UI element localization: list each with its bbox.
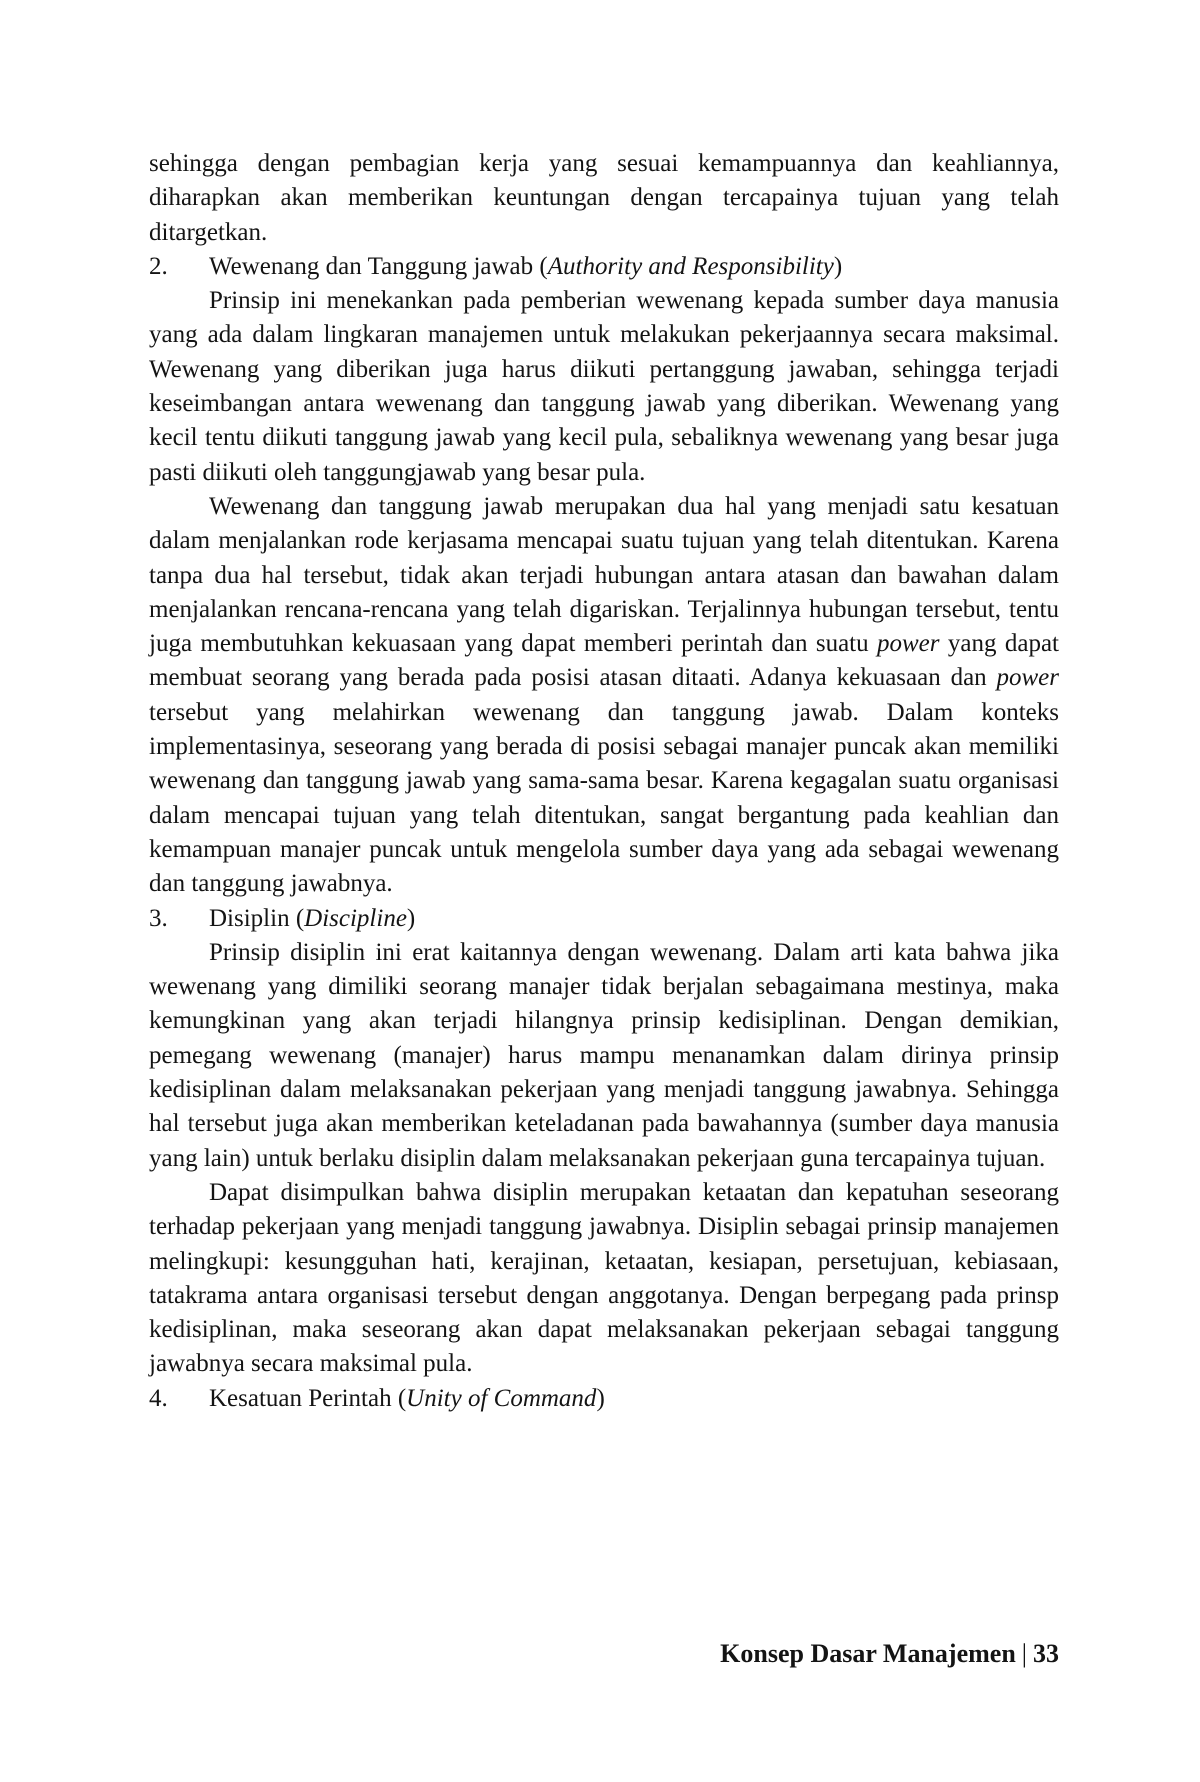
footer-book-title: Konsep Dasar Manajemen [720,1639,1016,1668]
paragraph-continuation: sehingga dengan pembagian kerja yang sesuai kemampuannya dan keahliannya, diharapkan akan memberikan keuntungan dengan tercapainya tujuan yang telah ditargetkan. [149,150,1059,246]
page-footer [720,1637,1059,1671]
page-content [149,147,1059,1416]
list-number: 2. [149,252,168,280]
heading-italic-term: Unity of Command [406,1384,597,1412]
heading-close: ) [406,904,416,932]
heading-text: Kesatuan Perintah ( [209,1384,407,1412]
heading-text: Disiplin ( [209,904,305,932]
paragraph-discipline-conclusion: Dapat disimpulkan bahwa disiplin merupakan ketaatan dan kepatuhan seseorang terhadap pekerjaan yang menjadi tanggung jawabnya. Disiplin sebagai prinsip manajemen melingkupi: kesungguhan hati, kerajinan, ketaatan, kesiapan, persetujuan, kebiasaan, tatakrama antara organisasi tersebut dengan anggotanya. Dengan berpegang pada prinsp kedisiplinan, maka seseorang akan dapat melaksanakan pekerjaan sebagai tanggung jawabnya secara maksimal pula. [149,1178,1059,1378]
heading-italic-term: Discipline [304,904,407,932]
list-item-heading [209,1382,1059,1416]
footer-separator: | [1021,1639,1027,1668]
list-item-heading [209,902,1059,936]
list-item-discipline [149,902,1059,936]
heading-text: Wewenang dan Tanggung jawab ( [209,252,548,280]
paragraph-text: Wewenang dan tanggung jawab merupakan dua hal yang menjadi satu kesatuan dalam menjalankan rode kerjasama mencapai suatu tujuan yang telah ditentukan. Karena tanpa dua hal tersebut, tidak akan terjadi hubungan antara atasan dan bawahan dalam menjalankan rencana-rencana yang telah digariskan. Terjalinnya hubungan tersebut, tentu juga membutuhkan kekuasaan yang dapat memberi perintah dan suatu [149,492,1059,658]
paragraph-text: yang dapat membuat seorang yang berada pada posisi atasan ditaati. Adanya kekuasaan dan [149,630,1059,692]
italic-term-power: power [877,630,940,658]
list-number: 4. [149,1384,168,1412]
heading-close: ) [596,1384,605,1412]
page-number: 33 [1033,1639,1059,1668]
list-item-unity-of-command [149,1382,1059,1416]
heading-close: ) [833,252,843,280]
paragraph-authority: Prinsip ini menekankan pada pemberian wewenang kepada sumber daya manusia yang ada dalam lingkaran manajemen untuk melakukan pekerjaannya secara maksimal. Wewenang yang diberikan juga harus diikuti pertanggung jawaban, sehingga terjadi keseimbangan antara wewenang dan tanggung jawab yang diberikan. Wewenang yang kecil tentu diikuti tanggung jawab yang kecil pula, sebaliknya wewenang yang besar juga pasti diikuti oleh tanggungjawab yang besar pula. [149,287,1059,486]
italic-term-power: power [996,664,1059,692]
list-number: 3. [149,904,168,932]
list-item-heading [209,250,1059,284]
paragraph-text: tersebut yang melahirkan wewenang dan tanggung jawab. Dalam konteks implementasinya, seseorang yang berada di posisi sebagai manajer puncak akan memiliki wewenang dan tanggung jawab yang sama-sama besar. Karena kegagalan suatu organisasi dalam mencapai tujuan yang telah ditentukan, sangat bergantung pada keahlian dan kemampuan manajer puncak untuk mengelola sumber daya yang ada sebagai wewenang dan tanggung jawabnya. [149,698,1059,898]
paragraph-discipline: Prinsip disiplin ini erat kaitannya dengan wewenang. Dalam arti kata bahwa jika wewenang yang dimiliki seorang manajer tidak berjalan sebagaimana mestinya, maka kemungkinan yang akan terjadi hilangnya prinsip kedisiplinan. Dengan demikian, pemegang wewenang (manajer) harus mampu menanamkan dalam dirinya prinsip kedisiplinan dalam melaksanakan pekerjaan yang menjadi tanggung jawabnya. Sehingga hal tersebut juga akan memberikan keteladanan pada bawahannya (sumber daya manusia yang lain) untuk berlaku disiplin dalam melaksanakan pekerjaan guna tercapainya tujuan. [149,938,1059,1172]
list-item-authority-responsibility [149,250,1059,284]
heading-italic-term: Authority and Responsibility [547,252,834,280]
paragraph-authority-detail [149,490,1059,902]
